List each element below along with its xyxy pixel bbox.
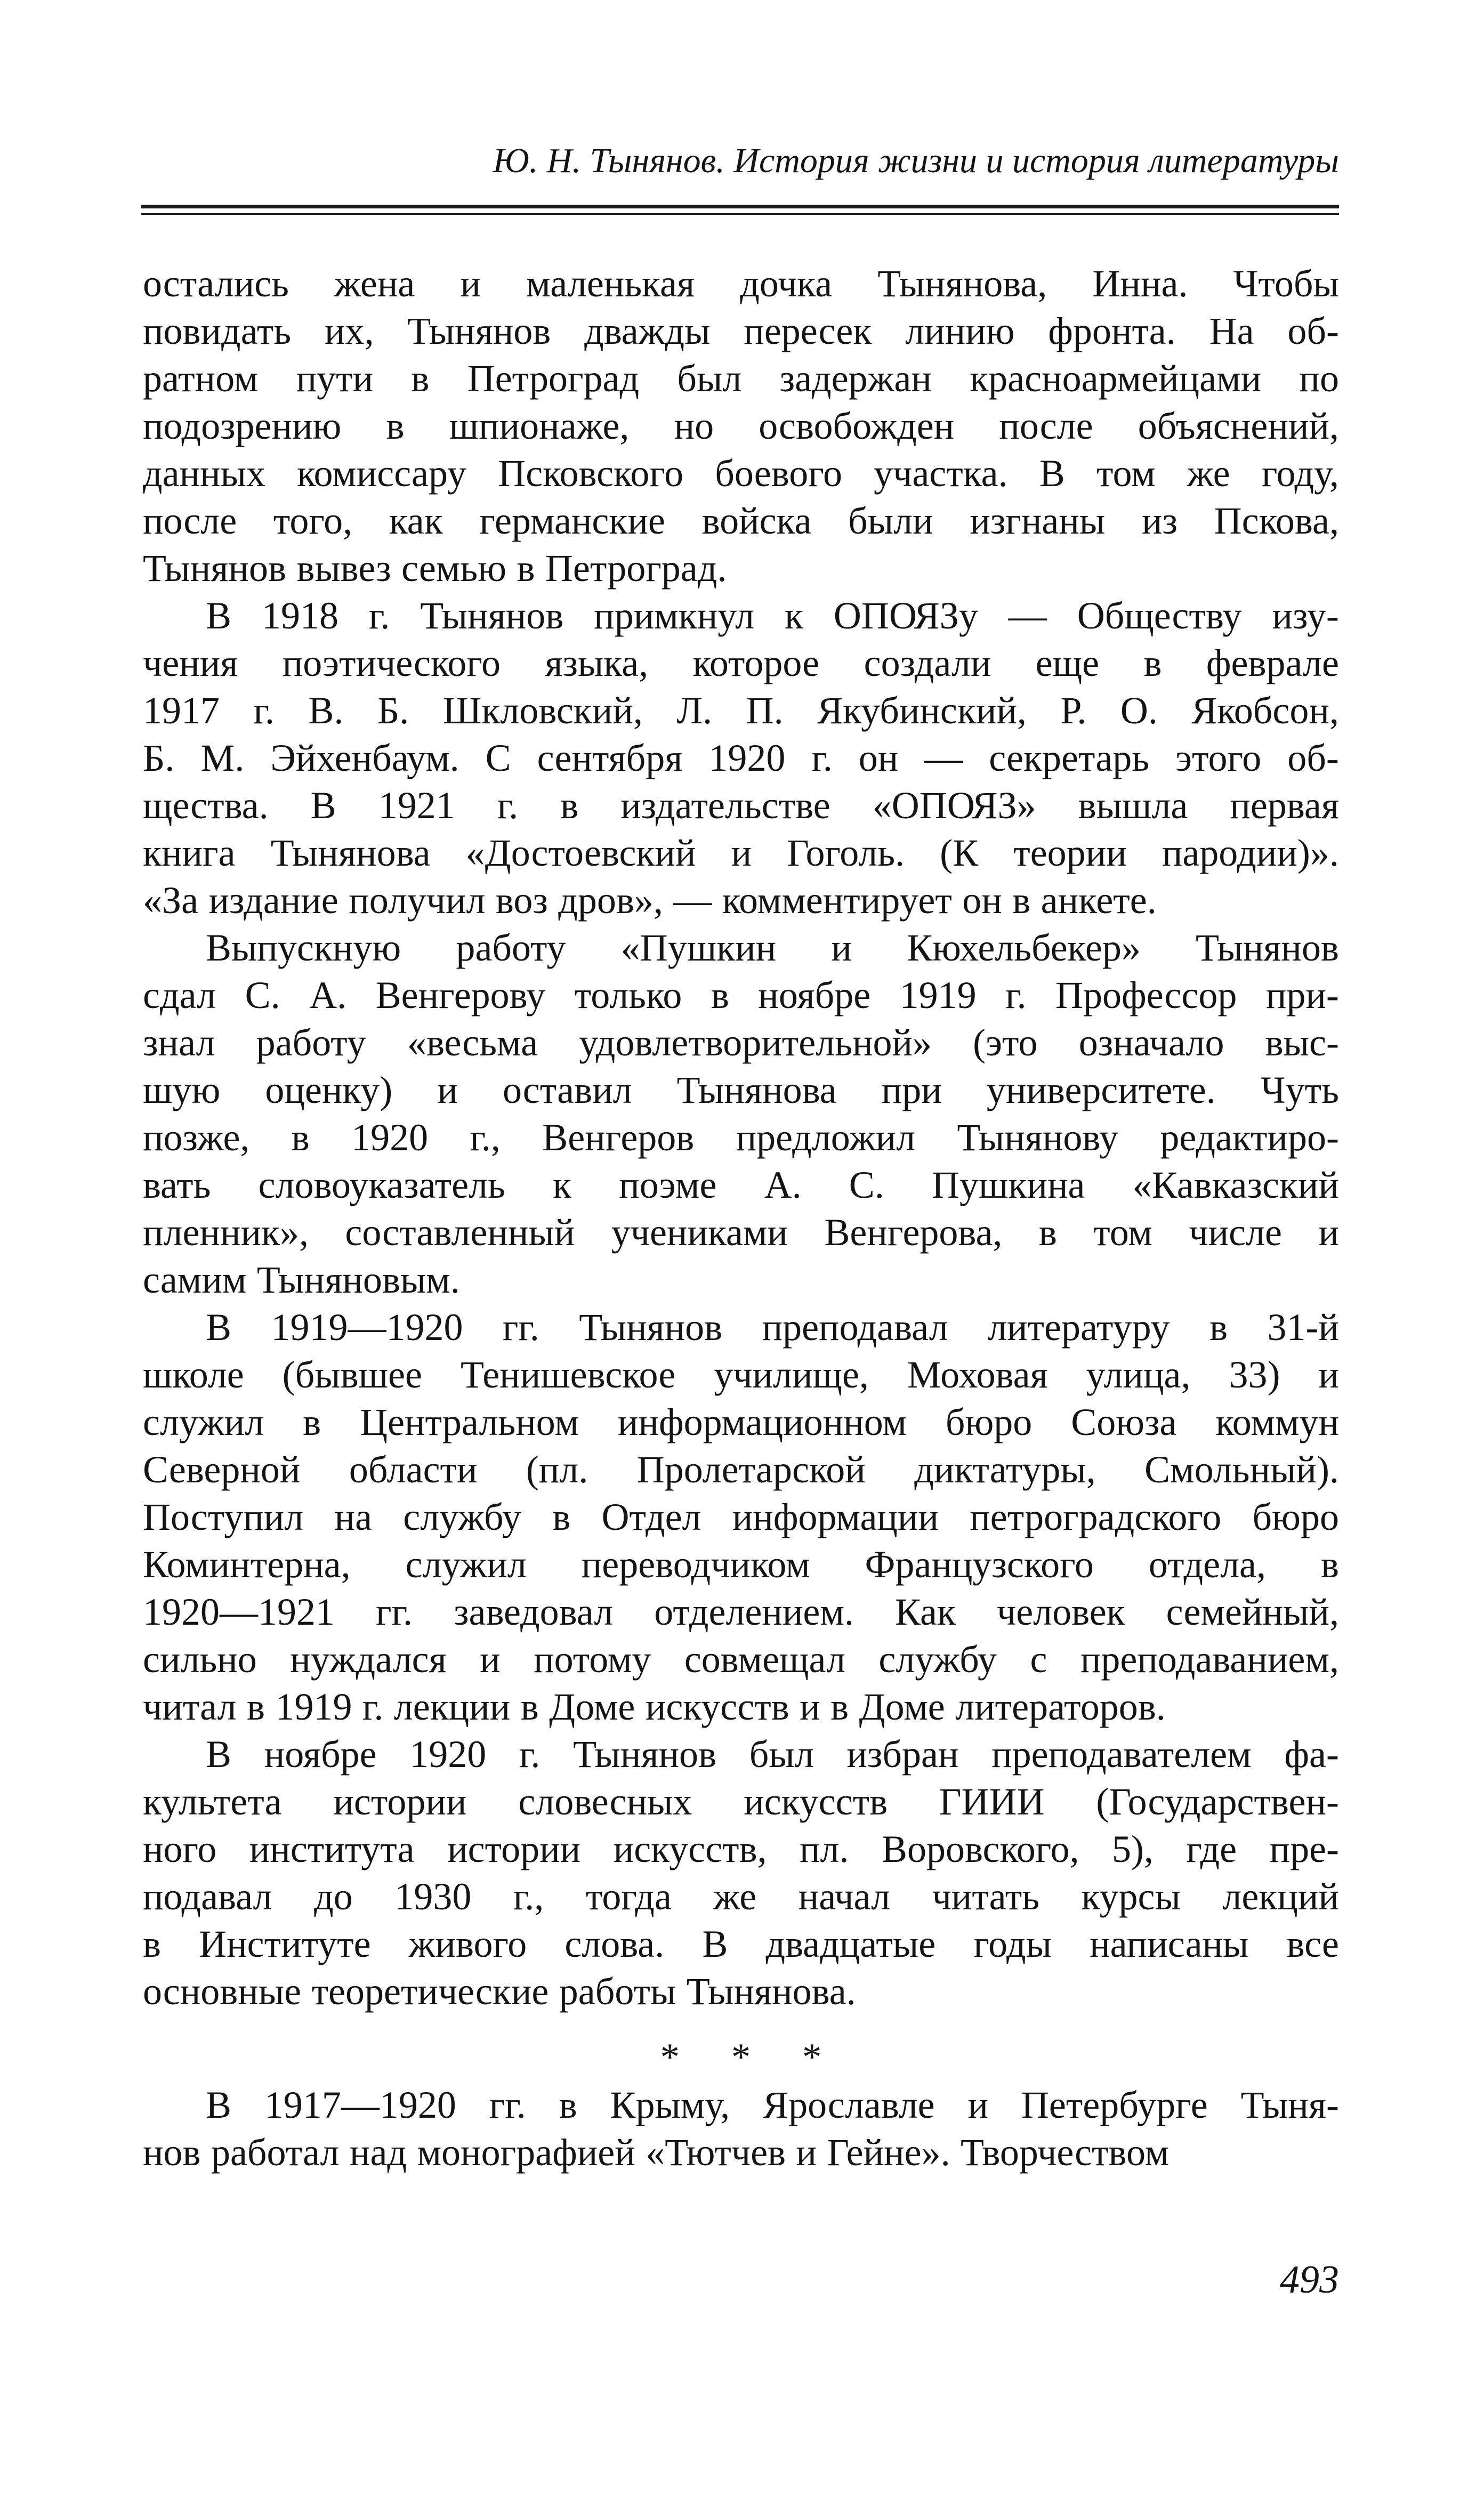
text-line: читал в 1919 г. лекции в Доме искусств и в Доме литераторов. (143, 1685, 1166, 1728)
text-line: сильно нуждался и потому совмещал службу с преподаванием, (143, 1638, 1339, 1681)
text-line: подавал до 1930 г., тогда же начал читать курсы лекций (143, 1875, 1339, 1918)
text-line: подозрению в шпионаже, но освобожден после объяснений, (143, 405, 1339, 447)
text-line: Выпускную работу «Пушкин и Кюхельбекер» Тынянов (206, 926, 1339, 969)
text-line: сдал С. А. Венгерову только в ноябре 1919 г. Профессор при- (143, 974, 1339, 1016)
text-line: В 1918 г. Тынянов примкнул к ОПОЯЗу — Обществу изу- (206, 594, 1339, 637)
text-line: чения поэтического языка, которое создали еще в феврале (143, 642, 1339, 684)
text-line: 1920—1921 гг. заведовал отделением. Как человек семейный, (143, 1591, 1339, 1633)
text-line: нов работал над монографией «Тютчев и Гейне». Творчеством (143, 2131, 1170, 2174)
text-line: пленник», составленный учениками Венгерова, в том числе и (143, 1211, 1339, 1254)
text-line: Поступил на службу в Отдел информации петроградского бюро (143, 1496, 1339, 1538)
text-line: остались жена и маленькая дочка Тынянова, Инна. Чтобы (143, 262, 1339, 305)
text-line: знал работу «весьма удовлетворительной» (это означало выс- (143, 1021, 1339, 1064)
text-line: Б. М. Эйхенбаум. С сентября 1920 г. он — секретарь этого об- (143, 737, 1339, 779)
text-line: ратном пути в Петроград был задержан красноармейцами по (143, 357, 1339, 400)
text-line: ного института истории искусств, пл. Воровского, 5), где пре- (143, 1828, 1339, 1870)
text-line: шую оценку) и оставил Тынянова при университете. Чуть (143, 1069, 1339, 1111)
text-line: после того, как германские войска были изгнаны из Пскова, (143, 499, 1339, 542)
text-line: В ноябре 1920 г. Тынянов был избран преподавателем фа- (206, 1733, 1339, 1776)
text-line: В 1919—1920 гг. Тынянов преподавал литературу в 31-й (206, 1306, 1339, 1349)
paragraph (143, 260, 1339, 592)
header-rule-thin (141, 213, 1339, 215)
section-break (143, 2015, 1339, 2082)
text-line: книга Тынянова «Достоевский и Гоголь. (К теории пародии)». (143, 832, 1339, 874)
text-line: данных комиссару Псковского боевого участка. В том же году, (143, 452, 1339, 495)
page-number: 493 (1280, 2258, 1339, 2302)
header-rule-thick (141, 205, 1339, 208)
paragraph (143, 2082, 1339, 2176)
text-line: самим Тыняновым. (143, 1258, 460, 1301)
section-break-asterisks: * * * (660, 2036, 843, 2078)
text-line: в Институте живого слова. В двадцатые годы написаны все (143, 1923, 1339, 1965)
paragraph (143, 1304, 1339, 1731)
text-line: культета истории словесных искусств ГИИИ (Государствен- (143, 1780, 1339, 1823)
text-line: В 1917—1920 гг. в Крыму, Ярославле и Петербурге Тыня- (206, 2084, 1339, 2126)
text-line: Коминтерна, служил переводчиком Французского отдела, в (143, 1543, 1339, 1586)
text-line: «За издание получил воз дров», — комментирует он в анкете. (143, 879, 1157, 922)
text-line: 1917 г. В. Б. Шкловский, Л. П. Якубинский, Р. О. Якобсон, (143, 689, 1339, 732)
text-line: щества. В 1921 г. в издательстве «ОПОЯЗ» вышла первая (143, 784, 1339, 827)
text-line: школе (бывшее Тенишевское училище, Моховая улица, 33) и (143, 1353, 1339, 1396)
text-line: основные теоретические работы Тынянова. (143, 1970, 856, 2013)
text-line: позже, в 1920 г., Венгеров предложил Тынянову редактиро- (143, 1116, 1339, 1159)
running-head: Ю. Н. Тынянов. История жизни и история литературы (493, 141, 1339, 180)
paragraph (143, 1731, 1339, 2015)
paragraph (143, 924, 1339, 1304)
text-line: повидать их, Тынянов дважды пересек линию фронта. На об- (143, 310, 1339, 352)
text-line: служил в Центральном информационном бюро Союза коммун (143, 1401, 1339, 1443)
text-line: Северной области (пл. Пролетарской диктатуры, Смольный). (143, 1448, 1339, 1491)
text-line: вать словоуказатель к поэме А. С. Пушкина «Кавказский (143, 1164, 1339, 1206)
body-text (143, 260, 1339, 2176)
paragraph (143, 592, 1339, 924)
text-line: Тынянов вывез семью в Петроград. (143, 547, 727, 590)
